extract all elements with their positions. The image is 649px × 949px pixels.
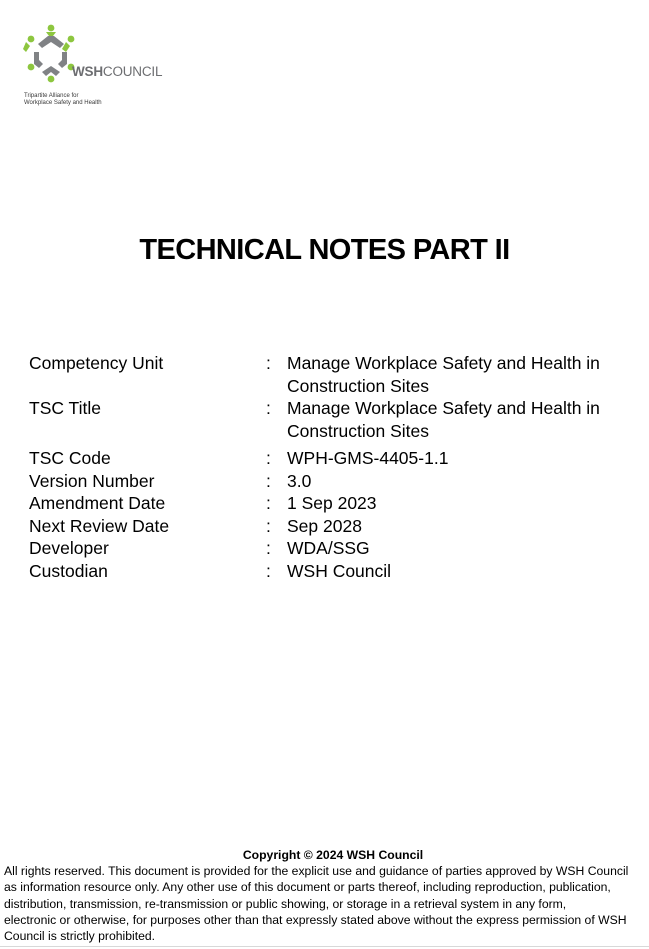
- info-row-tsc-code: [29, 447, 629, 470]
- info-separator: :: [266, 538, 271, 558]
- logo-wordmark: [72, 65, 162, 79]
- info-separator: :: [266, 470, 271, 491]
- info-row-developer: [29, 537, 629, 560]
- info-label: Amendment Date: [29, 493, 166, 513]
- info-value: Sep 2028: [287, 515, 362, 536]
- info-value-line2: Construction Sites: [287, 420, 430, 441]
- info-value: WPH-GMS-4405-1.1: [287, 448, 449, 468]
- copyright-text-line: Council is strictly prohibited.: [4, 929, 156, 944]
- info-value: [287, 352, 617, 397]
- logo-tagline-line1: Tripartite Alliance for: [24, 93, 79, 99]
- document-title: TECHNICAL NOTES PART II: [139, 234, 510, 266]
- copyright-text-line: electronic or otherwise, for purposes other than that expressly stated above without the express permission of WSH: [4, 912, 627, 927]
- info-separator: :: [266, 398, 271, 418]
- logo-wordmark-regular: COUNCIL: [102, 64, 163, 79]
- info-separator: :: [266, 353, 271, 373]
- copyright-text-line: All rights reserved. This document is provided for the explicit use and guidance of parties approved by WSH Council: [4, 864, 629, 879]
- info-row-version-number: [29, 470, 629, 493]
- info-separator: :: [266, 560, 271, 581]
- logo-tagline-line2: Workplace Safety and Health: [24, 100, 102, 106]
- info-value: WDA/SSG: [287, 538, 370, 558]
- document-info-table: [29, 352, 629, 582]
- info-label: TSC Title: [29, 398, 101, 418]
- info-row-tsc-title: [29, 397, 629, 442]
- logo-wordmark-bold: WSH: [72, 64, 103, 79]
- info-label: TSC Code: [29, 448, 111, 468]
- info-label: Developer: [29, 538, 109, 558]
- info-value-line1: Manage Workplace Safety and Health in: [287, 353, 600, 373]
- info-row-custodian: [29, 560, 629, 583]
- info-value: 1 Sep 2023: [287, 493, 377, 513]
- info-label: Custodian: [29, 560, 108, 581]
- info-row-competency-unit: [29, 352, 629, 397]
- info-value: WSH Council: [287, 560, 392, 581]
- info-label: Version Number: [29, 470, 155, 491]
- wsh-council-logo: [22, 22, 182, 112]
- info-separator: :: [266, 515, 271, 536]
- logo-tagline: [24, 93, 102, 107]
- info-value-line1: Manage Workplace Safety and Health in: [287, 398, 600, 418]
- info-value-line2: Construction Sites: [287, 375, 430, 396]
- info-label: Next Review Date: [29, 515, 170, 536]
- info-value: [287, 397, 617, 442]
- copyright-heading: Copyright © 2024 WSH Council: [242, 848, 424, 862]
- copyright-text-line: distribution, transmission, re-transmission or public showing, or storage in a retrieval system in any form,: [4, 896, 567, 911]
- info-row-amendment-date: [29, 492, 629, 515]
- info-value: 3.0: [287, 470, 312, 491]
- info-row-next-review-date: [29, 515, 629, 538]
- info-separator: :: [266, 448, 271, 468]
- copyright-footer: [4, 847, 646, 944]
- info-separator: :: [266, 493, 271, 513]
- copyright-text-line: as information resource only. Any other use of this document or parts thereof, including reproduction, publication,: [4, 880, 611, 895]
- page-bottom-divider: [0, 946, 649, 947]
- info-label: Competency Unit: [29, 353, 164, 373]
